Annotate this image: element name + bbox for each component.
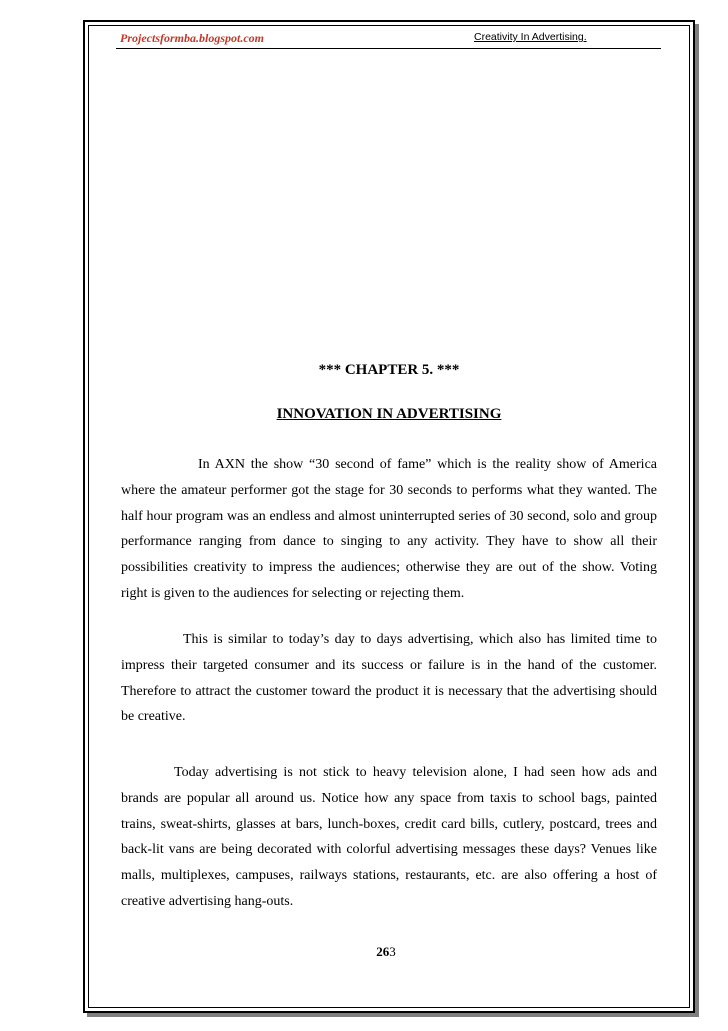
page-number xyxy=(0,944,728,960)
chapter-heading: *** CHAPTER 5. *** xyxy=(318,362,460,378)
header-document-title: Creativity In Advertising. xyxy=(474,31,587,43)
page-number-bold: 26 xyxy=(376,944,390,959)
header-rule xyxy=(116,48,661,49)
page-border-shadow-bottom xyxy=(87,1013,699,1017)
section-title: INNOVATION IN ADVERTISING xyxy=(276,406,502,422)
body-paragraph: Today advertising is not stick to heavy television alone, I had seen how ads and brands are popular all around us. Notice how any space from taxis to school bags, painted trains, sweat-shirts, glasses at bars, lunch-boxes, credit card bills, cutlery, postcard, trees and back-lit vans are being decorated with colorful advertising messages these days? Venues like malls, multiplexes, campuses, railways stations, restaurants, etc. are also offering a host of creative advertising hang-outs. xyxy=(121,765,657,909)
header-site-name: Projectsformba.blogspot.com xyxy=(120,31,264,45)
body-paragraph: This is similar to today’s day to days advertising, which also has limited time to impress their targeted consumer and its success or failure is in the hand of the customer. Therefore to attract the customer toward the product it is necessary that the advertising should be creative. xyxy=(121,632,657,725)
page-border-shadow-right xyxy=(695,24,699,1017)
body-paragraph: In AXN the show “30 second of fame” which is the reality show of America where the amateur performer got the stage for 30 seconds to performs what they wanted. The half hour program was an endless and almost uninterrupted series of 30 second, solo and group performance ranging from dance to singing to any activity. They have to show all their possibilities creativity to impress the audiences; otherwise they are out of the show. Voting right is given to the audiences for selecting or rejecting them. xyxy=(121,457,657,601)
page-number-regular: 3 xyxy=(389,944,396,959)
